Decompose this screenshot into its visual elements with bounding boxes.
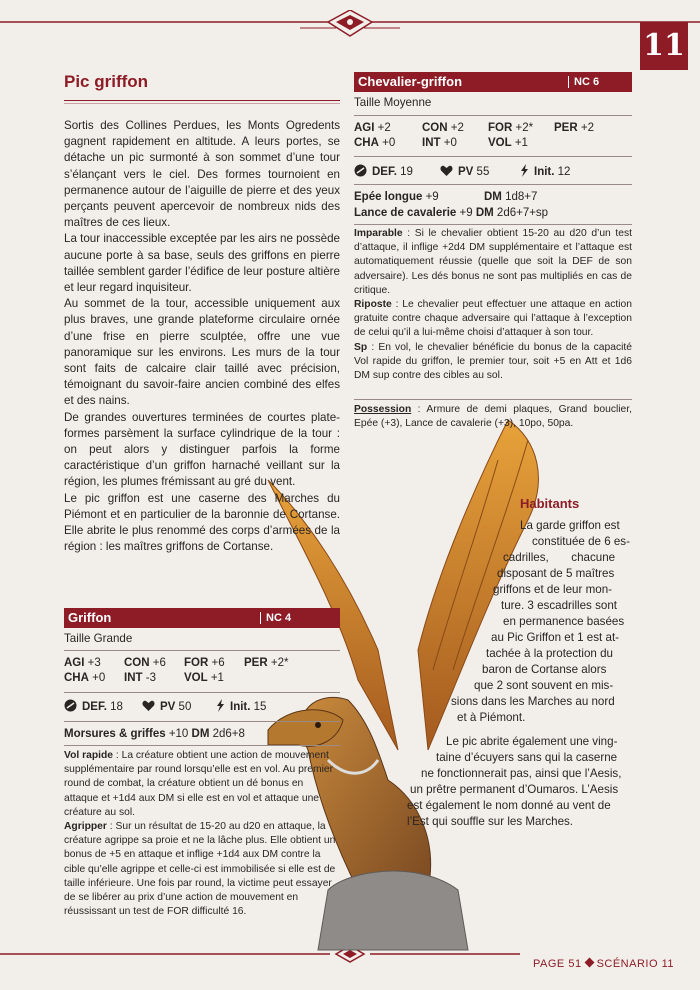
divider bbox=[64, 650, 340, 651]
chevalier-statblock-header bbox=[354, 72, 632, 92]
stat-label: INT bbox=[124, 672, 143, 684]
divider bbox=[64, 721, 340, 722]
text-line: l’Est qui souffle sur les Marches. bbox=[407, 815, 574, 828]
stat-label: CON bbox=[422, 122, 448, 134]
ability bbox=[354, 341, 632, 384]
def-label: DEF. bbox=[82, 701, 107, 713]
stat-label: CON bbox=[124, 657, 150, 669]
intro-paragraph: De grandes ouvertures terminées de courtes plate-formes parsèment la surface cylindrique de la tour : on peut alors y distinguer parfois la forme caractéristique d’un griffon harnaché veillant sur la région, les plumes frémissant au gré du vent. bbox=[64, 410, 340, 489]
attack-name: Epée longue bbox=[354, 191, 423, 203]
chevalier-attack bbox=[354, 189, 538, 205]
chevalier-stats bbox=[354, 121, 632, 151]
text-line: baron de Cortanse alors bbox=[482, 663, 607, 676]
possession-text: : Armure de demi plaques, Grand bouclier, Epée (+3), Lance de cavalerie (+3), 10po, 50pa. bbox=[354, 404, 632, 430]
init-value: 15 bbox=[253, 701, 267, 713]
shield-icon bbox=[64, 699, 77, 712]
griffon-abilities bbox=[64, 749, 340, 919]
stat-value: +0 bbox=[382, 137, 396, 149]
chevalier-size: Taille Moyenne bbox=[354, 96, 432, 109]
text-line: ture. 3 escadrilles sont bbox=[501, 599, 617, 612]
text-line: Le pic abrite également une ving- bbox=[446, 735, 618, 748]
ability-text: : La créature obtient une action de mouvement supplémentaire par round lorsqu’elle est en vol. Au premier round de combat, la créature obtient un dé bonus en attaque et +1d4 aux DM si elle est en vol et attaque une créature au sol. bbox=[64, 750, 334, 818]
ability-name: Vol rapide bbox=[64, 750, 114, 761]
pv-label: PV bbox=[458, 166, 474, 178]
attack-bonus: +10 bbox=[168, 728, 189, 740]
stat-value: +3 bbox=[87, 657, 101, 669]
ability-name: Agripper bbox=[64, 821, 107, 833]
attack-bonus: +9 bbox=[459, 207, 473, 219]
divider bbox=[354, 184, 632, 185]
ability-name: Sp bbox=[354, 341, 368, 353]
chevalier-attack bbox=[354, 205, 548, 221]
stat-value: +2 bbox=[450, 122, 464, 134]
stat-label: PER bbox=[554, 122, 578, 134]
divider bbox=[354, 224, 632, 225]
intro-paragraph: La tour inaccessible exceptée par les airs ne possède aucune porte à sa base, seuls des griffons en pierre taillée semblent garder l’édifice de leur posture altière et leur regard inquisiteur. bbox=[64, 232, 340, 295]
chevalier-defense-row bbox=[354, 164, 632, 180]
pv-value: 50 bbox=[178, 701, 192, 713]
text-line: taine d’écuyers sans qui la caserne bbox=[436, 751, 618, 764]
attack-name: Morsures & griffes bbox=[64, 728, 166, 740]
stat-value: -3 bbox=[145, 672, 156, 684]
stat-label: AGI bbox=[354, 122, 375, 134]
text-line: et à Piémont. bbox=[457, 711, 526, 724]
chevalier-abilities bbox=[354, 227, 632, 383]
intro-text bbox=[64, 118, 340, 555]
text-line: sions dans les Marches au nord bbox=[451, 695, 615, 708]
stat-label: CHA bbox=[354, 137, 379, 149]
heart-icon bbox=[142, 700, 155, 712]
text-line: disposant de 5 maîtres bbox=[497, 567, 615, 580]
attack-dm: 1d8+7 bbox=[505, 191, 538, 203]
stat-value: +0 bbox=[92, 672, 106, 684]
def-label: DEF. bbox=[372, 166, 397, 178]
stat-value: +2* bbox=[270, 657, 289, 669]
intro-paragraph: Le pic griffon est une caserne des Marches du Piémont et en particulier de la baronnie de Cortanse. Elle abrite le plus renommé des corps d’armées de la région : les maîtres griffons de Cortanse. bbox=[64, 491, 340, 554]
stat-value: +2 bbox=[377, 122, 391, 134]
def-value: 19 bbox=[400, 166, 413, 178]
stat-label: FOR bbox=[184, 657, 209, 669]
dm-label: DM bbox=[484, 191, 502, 203]
griffon-statblock-header bbox=[64, 608, 340, 628]
griffon-attack bbox=[64, 726, 245, 742]
divider bbox=[64, 692, 340, 693]
stat-value: +2 bbox=[580, 122, 594, 134]
divider bbox=[354, 399, 632, 400]
section-title: Pic griffon bbox=[64, 72, 149, 91]
ability-text: : Sur un résultat de 15-20 au d20 en attaque, la créature agrippe sa proie et ne la lâche plus. Elle obtient un bonus de +5 en attaque et inflige +1d4 aux DM contre la cible qu’elle agrippe et celle-ci est immobilisée si elle est de taille inférieure. Une fois par round, la victime peut essayer de se libérer au prix d’une action de mouvement en réussissant un test de FOR difficulté 16. bbox=[64, 821, 336, 918]
attack-bonus: +9 bbox=[425, 191, 439, 203]
text-line: un prêtre permanent d’Oumaros. L’Aesis bbox=[410, 783, 619, 796]
habitants-title: Habitants bbox=[520, 496, 580, 511]
griffon-name: Griffon bbox=[68, 610, 112, 625]
attack-name: Lance de cavalerie bbox=[354, 207, 457, 219]
stat-value: +6 bbox=[152, 657, 166, 669]
ability-name: Riposte bbox=[354, 299, 392, 311]
text-line: tachée à la protection du bbox=[486, 647, 613, 660]
stat-label: INT bbox=[422, 137, 441, 149]
init-label: Init. bbox=[230, 701, 251, 713]
possession-label: Possession bbox=[354, 404, 412, 415]
text-line: ne fonctionnerait pas, ainsi que l’Aesis, bbox=[421, 767, 622, 780]
stat-value: +6 bbox=[211, 657, 225, 669]
intro-paragraph: Au sommet de la tour, accessible uniquement aux plus braves, une grande plateforme circulaire ornée d’une frise en pierre sculptée, offre une vue panoramique sur les environs. Les murs de la tour sont faits de calcaire clair taillé avec précision, témoignant du savoir-faire ancien combiné des elfes et des nains. bbox=[64, 297, 340, 408]
stat-label: VOL bbox=[184, 672, 208, 684]
stat-label: FOR bbox=[488, 122, 513, 134]
text-line: constituée de 6 es- bbox=[532, 535, 630, 548]
ability-text: : Si le chevalier obtient 15-20 au d20 d’un test d’attaque, il inflige +2d4 DM supplémentaire et l’attaque est automatiquement réussie (quelle que soit la DEF de son adversaire). Les dés bonus ne sont pas multipliés en cas de critique. bbox=[354, 228, 632, 296]
footer-scenario: SCÉNARIO 11 bbox=[596, 958, 674, 970]
chevalier-possession bbox=[354, 403, 632, 431]
dm-label: DM bbox=[191, 728, 210, 740]
text-line: en permanence basées bbox=[503, 615, 625, 628]
ability-text: : Le chevalier peut effectuer une attaque en action gratuite contre chaque adversaire qui l’attaque à l’exception de celui qu’il a lui-même choisi d’attaquer à son tour. bbox=[354, 299, 632, 339]
stat-value: +2* bbox=[515, 122, 534, 134]
intro-paragraph: Sortis des Collines Perdues, les Monts Ogredents gagnent rapidement en altitude. A leurs portes, se détache un pic surmonté à son sommet d’une tour s’élançant vers le ciel. Des formes tournoient en permanence autour de l’aiguille de pierre et des yeux perçants peuvent apercevoir de nombreux nids des maîtres de ces lieux. bbox=[64, 119, 340, 230]
def-value: 18 bbox=[110, 701, 123, 713]
attack-dm: 2d6+8 bbox=[212, 728, 245, 740]
title-rule-light bbox=[64, 103, 340, 104]
griffon-stats bbox=[64, 656, 340, 686]
stat-value: +0 bbox=[443, 137, 457, 149]
top-ornament bbox=[0, 10, 700, 50]
heart-icon bbox=[440, 165, 453, 177]
page-number: 11 bbox=[640, 22, 688, 70]
text-line: est également le nom donné au vent de bbox=[407, 799, 611, 812]
text-line: griffons et de leur mon- bbox=[493, 583, 613, 596]
ability bbox=[354, 298, 632, 341]
text-line: que 2 sont souvent en mis- bbox=[474, 679, 614, 692]
dm-label: DM bbox=[475, 207, 494, 219]
ability bbox=[64, 749, 340, 820]
griffon-size: Taille Grande bbox=[64, 632, 133, 645]
stat-value: +1 bbox=[210, 672, 224, 684]
shield-icon bbox=[354, 164, 367, 177]
divider bbox=[64, 745, 340, 746]
stat-label: AGI bbox=[64, 657, 85, 669]
ability bbox=[354, 227, 632, 298]
chevalier-name: Chevalier-griffon bbox=[358, 74, 463, 89]
attack-dm: 2d6+7+sp bbox=[496, 207, 549, 219]
init-label: Init. bbox=[534, 166, 555, 178]
divider bbox=[354, 156, 632, 157]
stat-value: +1 bbox=[514, 137, 528, 149]
lightning-icon bbox=[520, 164, 529, 177]
ability-name: Imparable bbox=[354, 228, 403, 239]
ability bbox=[64, 820, 340, 919]
pv-value: 55 bbox=[476, 166, 490, 178]
stat-label: CHA bbox=[64, 672, 89, 684]
lightning-icon bbox=[216, 699, 225, 712]
griffon-nc: NC 4 bbox=[266, 608, 291, 628]
text-line: au Pic Griffon et 1 est at- bbox=[491, 631, 620, 644]
stat-label: PER bbox=[244, 657, 268, 669]
divider bbox=[354, 115, 632, 116]
pv-label: PV bbox=[160, 701, 176, 713]
chevalier-nc: NC 6 bbox=[574, 72, 599, 92]
text-line: La garde griffon est bbox=[520, 519, 620, 532]
ability-text: : En vol, le chevalier bénéficie du bonus de la capacité Vol rapide du griffon, le premier tour, soit +5 en Att et 1d6 DM sup contre des cibles au sol. bbox=[354, 341, 632, 382]
title-rule bbox=[64, 100, 340, 101]
stat-label: VOL bbox=[488, 137, 512, 149]
griffon-defense-row bbox=[64, 699, 340, 715]
text-line: cadrilles, chacune bbox=[503, 551, 616, 564]
init-value: 12 bbox=[557, 166, 571, 178]
footer-page: PAGE 51 bbox=[533, 958, 582, 970]
